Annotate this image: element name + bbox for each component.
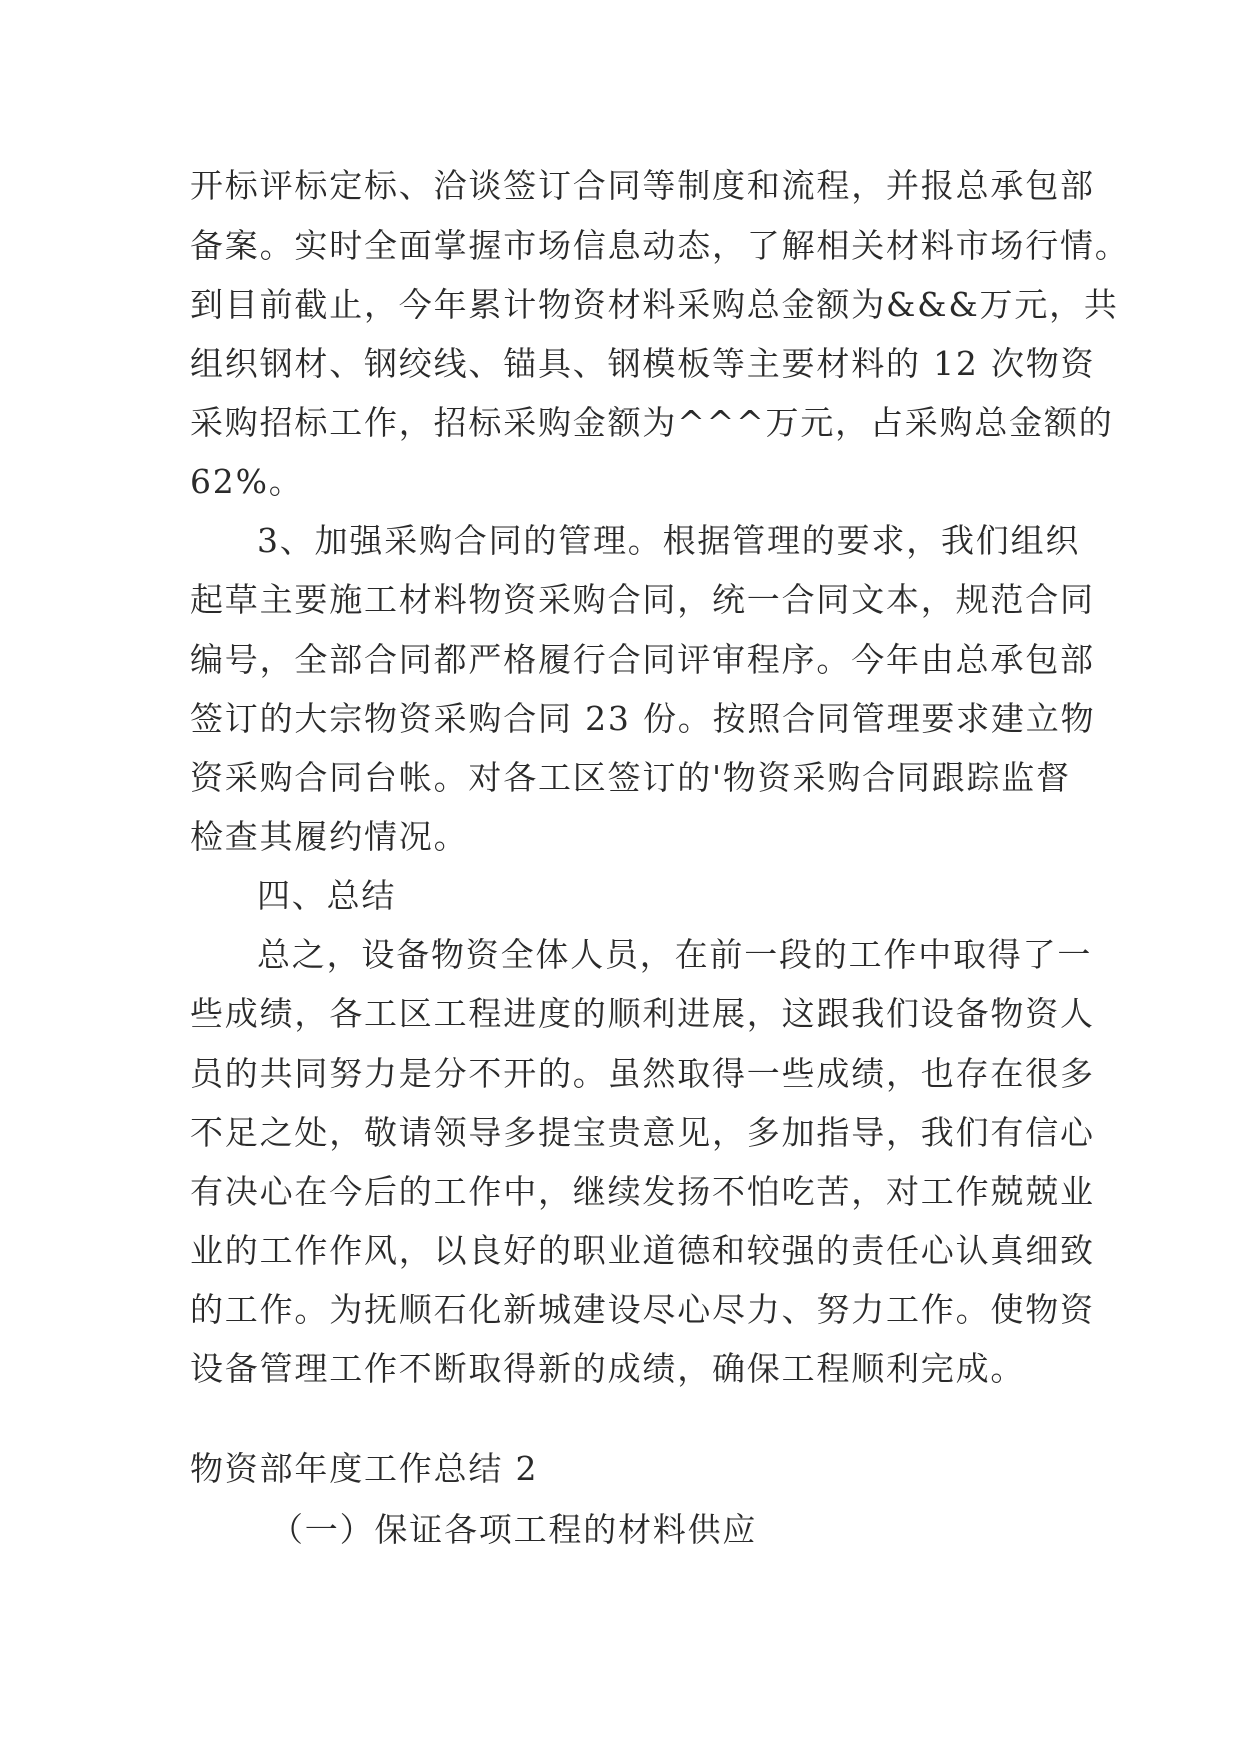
paragraph-2-line-1: 3、加强采购合同的管理。根据管理的要求，我们组织 xyxy=(257,521,1081,560)
paragraph-3-line-8: 设备管理工作不断取得新的成绩，确保工程顺利完成。 xyxy=(190,1349,1026,1388)
paragraph-2-line-4: 签订的大宗物资采购合同 23 份。按照合同管理要求建立物 xyxy=(190,699,1096,738)
paragraph-3-line-4: 不足之处，敬请领导多提宝贵意见，多加指导，我们有信心 xyxy=(190,1113,1095,1152)
paragraph-3-line-7: 的工作。为抚顺石化新城建设尽心尽力、努力工作。使物资 xyxy=(190,1290,1095,1329)
paragraph-2-line-2: 起草主要施工材料物资采购合同，统一合同文本，规范合同 xyxy=(190,580,1095,619)
paragraph-1-line-3: 到目前截止，今年累计物资材料采购总金额为&&&万元，共 xyxy=(190,285,1119,324)
paragraph-1-line-4: 组织钢材、钢绞线、锚具、钢模板等主要材料的 12 次物资 xyxy=(190,344,1096,383)
section-heading-summary: 四、总结 xyxy=(257,876,397,915)
paragraph-1-line-6: 62%。 xyxy=(190,462,304,501)
paragraph-3-line-2: 些成绩，各工区工程进度的顺利进展，这跟我们设备物资人 xyxy=(190,994,1095,1033)
paragraph-1-line-1: 开标评标定标、洽谈签订合同等制度和流程，并报总承包部 xyxy=(190,166,1095,205)
paragraph-2-line-5: 资采购合同台帐。对各工区签订的'物资采购合同跟踪监督 xyxy=(190,758,1071,797)
paragraph-1-line-5: 采购招标工作，招标采购金额为^^^万元，占采购总金额的 xyxy=(190,403,1114,442)
paragraph-3-line-3: 员的共同努力是分不开的。虽然取得一些成绩，也存在很多 xyxy=(190,1054,1095,1093)
paragraph-3-line-1: 总之，设备物资全体人员，在前一段的工作中取得了一 xyxy=(257,935,1093,974)
paragraph-3-line-6: 业的工作作风，以良好的职业道德和较强的责任心认真细致 xyxy=(190,1231,1095,1270)
paragraph-3-line-5: 有决心在今后的工作中，继续发扬不怕吃苦，对工作兢兢业 xyxy=(190,1172,1095,1211)
paragraph-2-line-3: 编号，全部合同都严格履行合同评审程序。今年由总承包部 xyxy=(190,640,1095,679)
document-title-2: 物资部年度工作总结 2 xyxy=(190,1449,539,1488)
paragraph-1-line-2: 备案。实时全面掌握市场信息动态，了解相关材料市场行情。 xyxy=(190,226,1130,265)
paragraph-2-line-6: 检查其履约情况。 xyxy=(190,817,469,856)
section-heading-1: （一）保证各项工程的材料供应 xyxy=(270,1510,758,1549)
